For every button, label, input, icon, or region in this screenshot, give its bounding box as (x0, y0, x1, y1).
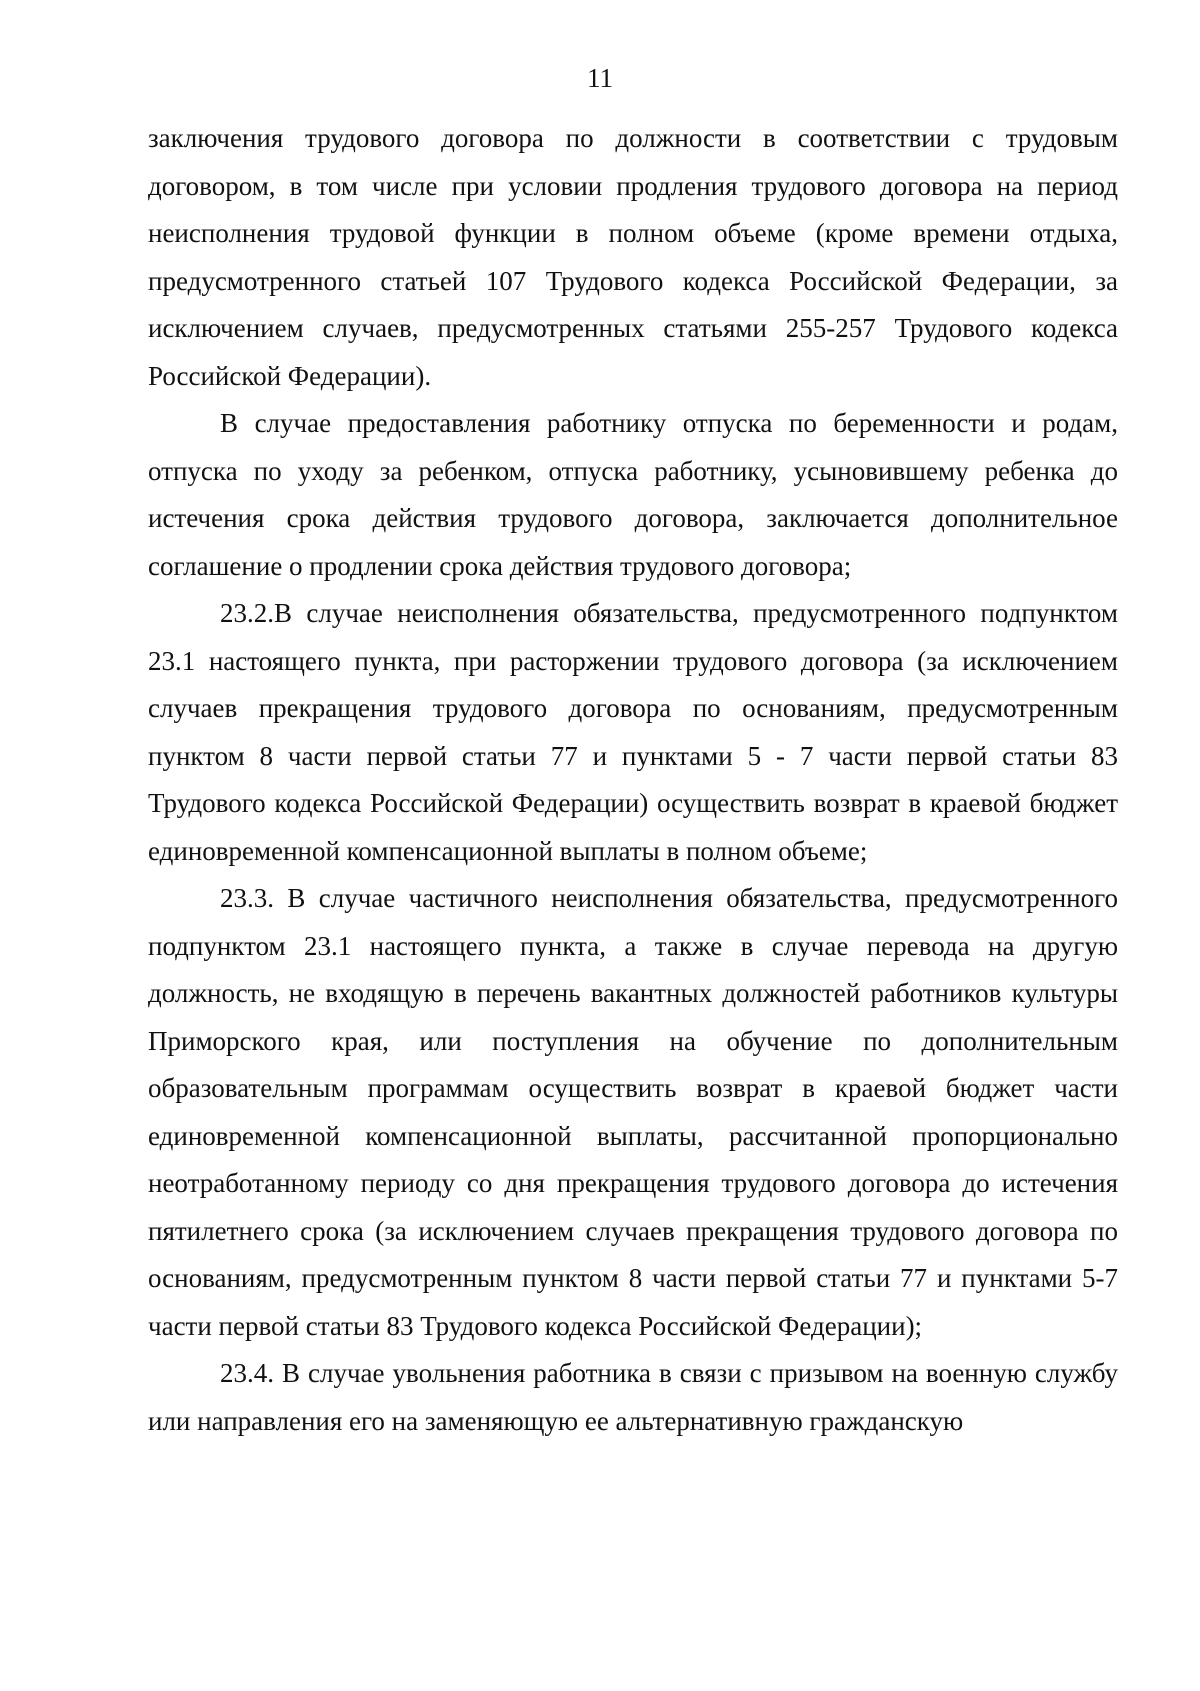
paragraph-23-4: 23.4. В случае увольнения работника в связи с призывом на военную службу или направления его на заменяющую ее альтернативную гражданскую (148, 1358, 1118, 1436)
paragraph-continuation: заключения трудового договора по должности в соответствии с трудовым договором, в том числе при условии продления трудового договора на период неисполнения трудовой функции в полном объеме (кроме времени отдыха, предусмотренного статьей 107 Трудового кодекса Российской Федерации, за исключением случаев, предусмотренных статьями 255-257 Трудового кодекса Российской Федерации). (148, 123, 1118, 391)
paragraph-23-2: 23.2.В случае неисполнения обязательства, предусмотренного подпунктом 23.1 настоящего пункта, при расторжении трудового договора (за исключением случаев прекращения трудового договора по основаниям, предусмотренным пунктом 8 части первой статьи 77 и пунктами 5 - 7 части первой статьи 83 Трудового кодекса Российской Федерации) осуществить возврат в краевой бюджет единовременной компенсационной выплаты в полном объеме; (148, 598, 1118, 866)
page-number: 11 (587, 63, 613, 93)
paragraph-23-3: 23.3. В случае частичного неисполнения обязательства, предусмотренного подпунктом 23.1 настоящего пункта, а также в случае перевода на другую должность, не входящую в перечень вакантных должностей работников культуры Приморского края, или поступления на обучение по дополнительным образовательным программам осуществить возврат в краевой бюджет части единовременной компенсационной выплаты, рассчитанной пропорционально неотработанному периоду со дня прекращения трудового договора до истечения пятилетнего срока (за исключением случаев прекращения трудового договора по основаниям, предусмотренным пунктом 8 части первой статьи 77 и пунктами 5-7 части первой статьи 83 Трудового кодекса Российской Федерации); (148, 883, 1118, 1341)
document-body (148, 115, 1118, 1445)
paragraph-leave-extension: В случае предоставления работнику отпуска по беременности и родам, отпуска по уходу за ребенком, отпуска работнику, усыновившему ребенка до истечения срока действия трудового договора, заключается дополнительное соглашение о продлении срока действия трудового договора; (148, 408, 1118, 581)
